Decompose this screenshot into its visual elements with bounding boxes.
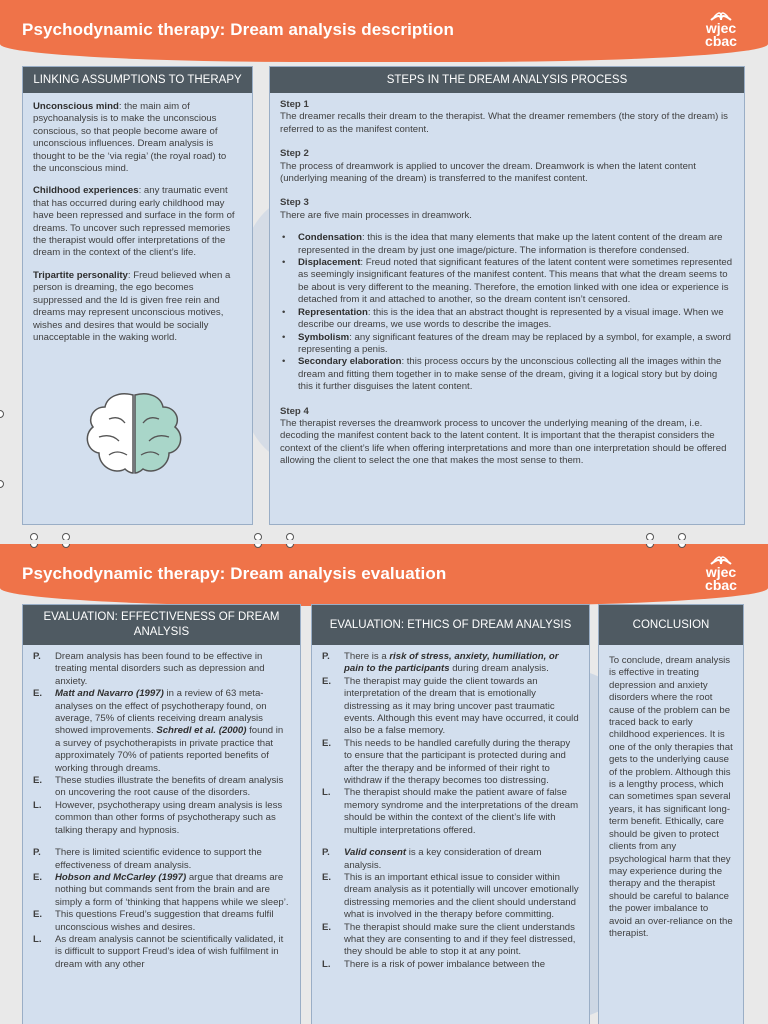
text: : the main aim of psychoanalysis is to make the unconscious conscious, so that people become aware of unconscious influences. Dream analysis is thought to be the ‘via regia’ (the royal road) to the unconscious mind.: [33, 101, 227, 175]
unconscious-mind-paragraph: [33, 101, 242, 175]
item-text: found in a survey of psychotherapists in private practice that approximately 70% of patients reported benefits of working through dreams.: [55, 725, 284, 774]
item-text: This needs to be handled carefully during the therapy to ensure that the participant is protected during and after the therapy and be informed of their right to withdraw if the therapy becomes too distressing.: [344, 737, 571, 787]
panel-header: STEPS IN THE DREAM ANALYSIS PROCESS: [270, 67, 744, 93]
list-item: [322, 872, 579, 922]
evaluation-sheet: [0, 544, 768, 1024]
text: : any significant features of the dream may be replaced by a symbol, for example, a sword representing a penis.: [298, 331, 731, 355]
dream-analysis-steps-panel: [269, 66, 745, 525]
pel-key: P.: [322, 847, 330, 859]
item-text: There is a: [344, 651, 390, 662]
term: Tripartite personality: [33, 269, 128, 281]
citation: Schredl et al. (2000): [156, 725, 247, 737]
text: : Freud believed when a person is dreaming, the ego becomes suppressed and the Id is given free rein and dreams may represent unconscious motives, wishes and desires that would be socially unacceptable in the waking world.: [33, 269, 231, 343]
ethics-panel: [311, 604, 590, 1024]
term: Symbolism: [298, 331, 350, 343]
item-text: There is a risk of power imbalance between the: [344, 958, 546, 970]
ethics-list: [312, 645, 589, 977]
list-item: [33, 934, 290, 971]
step-3-text: There are five main processes in dreamwork.: [280, 209, 472, 221]
item-text: This questions Freud’s suggestion that dreams fulfil unconscious wishes and desires.: [55, 909, 274, 933]
term: Childhood experiences: [33, 185, 139, 197]
item-text: in a review of 63 meta-analyses on the effect of psychotherapy found, on average, 75% of clients receiving dream analysis showed improvements.: [55, 688, 267, 737]
pel-key: E.: [322, 675, 332, 687]
list-item: [33, 651, 290, 688]
panel-header: EVALUATION: EFFECTIVENESS OF DREAM ANALYSIS: [23, 605, 300, 645]
list-item: [33, 872, 290, 909]
logo-text-bottom: cbac: [705, 577, 737, 593]
list-item: [322, 676, 579, 738]
panel-header: CONCLUSION: [599, 605, 743, 645]
list-item: [298, 232, 734, 257]
item-text: The therapist should make sure the client understands what they are consenting to and if they feel distressed, they should be able to stop it at any point.: [344, 921, 576, 958]
item-text: is a key consideration of dream analysis.: [344, 847, 542, 871]
tripartite-personality-paragraph: [33, 270, 242, 344]
emphasis: risk of stress, anxiety, humiliation, or pain to the participants: [344, 651, 559, 675]
logo-text-top: wjec: [705, 564, 737, 580]
pel-key: E.: [33, 871, 43, 883]
list-item: [33, 775, 290, 800]
term: Condensation: [298, 232, 362, 244]
childhood-experiences-paragraph: [33, 185, 242, 259]
page-title: Psychodynamic therapy: Dream analysis evaluation: [22, 564, 447, 583]
pel-key: E.: [33, 775, 43, 787]
item-text: There is limited scientific evidence to support the effectiveness of dream analysis.: [55, 847, 262, 871]
list-item: [33, 688, 290, 775]
conclusion-panel: [598, 604, 744, 1024]
text: : this process occurs by the unconscious collecting all the images within the dream and fitting them together in to make sense of the dream, giving it a logical story but by doing this it further disguises the latent content.: [298, 356, 722, 393]
list-item: [322, 959, 579, 971]
step-2-text: The process of dreamwork is applied to uncover the dream. Dreamwork is when the latent content (underlying meaning of the dream) is transferred to the manifest content.: [280, 160, 696, 185]
punch-hole: [0, 410, 4, 418]
citation: Hobson and McCarley (1997): [55, 871, 187, 883]
pel-key: P.: [322, 651, 330, 662]
citation: Matt and Navarro (1997): [55, 688, 164, 700]
item-text: during dream analysis.: [449, 663, 549, 675]
step-1-text: The dreamer recalls their dream to the therapist. What the dreamer remembers (the story of the dream) is referred to as the manifest content.: [280, 111, 728, 135]
list-item: [322, 847, 579, 872]
item-text: This is an important ethical issue to consider within dream analysis as it potentially will uncover emotionally distressing memories and the client should understand what is involved in the therapy before committing.: [344, 871, 579, 921]
pel-key: E.: [322, 871, 332, 883]
punch-hole: [678, 533, 686, 540]
title-banner: [0, 0, 768, 62]
item-text: argue that dreams are nothing but commands sent from the brain and are simply a form of ‘thinking that happens while we sleep’.: [55, 871, 289, 908]
list-item: [33, 909, 290, 934]
term: Representation: [298, 306, 368, 318]
term: Secondary elaboration: [298, 356, 402, 368]
list-item: [298, 356, 734, 393]
pel-key: E.: [33, 688, 43, 700]
panel-header: LINKING ASSUMPTIONS TO THERAPY: [23, 67, 252, 93]
punch-hole: [254, 533, 262, 540]
punch-hole: [646, 533, 654, 540]
logo-text-top: wjec: [705, 20, 737, 36]
pel-key: L.: [322, 958, 331, 970]
list-item: [298, 257, 734, 307]
dreamwork-process-list: [298, 232, 734, 393]
text: : this is the idea that many elements that make up the latent content of the dream are represented in the dream by just one image/picture. The information is therefore condensed.: [298, 232, 723, 256]
item-text: However, psychotherapy using dream analysis is less common than other forms of psychotherapy such as talking therapy and hypnosis.: [55, 799, 283, 836]
punch-hole: [0, 480, 4, 488]
wjec-logo: [698, 552, 744, 598]
list-item: [33, 847, 290, 872]
pel-key: L.: [322, 787, 331, 799]
item-text: The therapist may guide the client towards an interpretation of the dream that is emotionally distressing as it may bring uncover past traumatic events. Although this event may have occurred, it could also be a false memory.: [344, 675, 579, 737]
step-1-label: Step 1: [280, 99, 309, 110]
step-4-label: Step 4: [280, 405, 309, 417]
pel-key: E.: [322, 921, 332, 933]
pel-key: E.: [322, 737, 332, 749]
text: : any traumatic event that has occurred during early childhood may have been repressed and surface in the form of dreams. To uncover such repressed memories the therapist would offer interpretations of the dream in the context of the client’s life.: [33, 185, 235, 259]
pel-key: P.: [33, 847, 41, 859]
logo-text-bottom: cbac: [705, 33, 737, 49]
item-text: These studies illustrate the benefits of dream analysis on uncovering the root cause of the disorders.: [55, 775, 284, 799]
pel-key: P.: [33, 651, 41, 662]
title-banner: [0, 544, 768, 606]
brain-icon: [79, 389, 189, 477]
list-item: [33, 800, 290, 837]
term: Unconscious mind: [33, 101, 119, 112]
pel-key: L.: [33, 933, 42, 945]
emphasis: Valid consent: [344, 847, 407, 859]
list-item: [322, 922, 579, 959]
punch-hole: [62, 533, 70, 540]
text: : this is the idea that an abstract thought is represented by a visual image. When we describe our dreams, we use words to describe the images.: [298, 306, 724, 331]
term: Displacement: [298, 257, 361, 269]
conclusion-text: To conclude, dream analysis is effective in treating depression and anxiety disorders where the root cause of the problem can be traced back to early childhood experiences. It is one of the only therapies that gets to the underlying cause of the problem. Although this is a lengthy process, which can sometimes span several years, it has significant long-term benefit. Ethically, care should be given to protect clients from any psychological harm that they may experience during the therapy and the therapist should be careful to balance the power imbalance to avoid an over-reliance on the therapist.: [609, 655, 733, 939]
pel-key: L.: [33, 799, 42, 811]
item-text: Dream analysis has been found to be effective in treating mental disorders such as depression and anxiety.: [55, 651, 265, 687]
step-3-label: Step 3: [280, 197, 309, 209]
step-2-label: Step 2: [280, 148, 309, 160]
text: : Freud noted that significant features of the latent content were sometimes represented as seemingly insignificant features of the manifest content. This means that what the dream seems to be about is very different to the meaning. Therefore, the emotion linked with one idea or experience is detached from it and attached to another, so the dream content isn’t censored.: [298, 257, 733, 306]
panel-header: EVALUATION: ETHICS OF DREAM ANALYSIS: [312, 605, 589, 645]
item-text: As dream analysis cannot be scientifically validated, it is difficult to support Freud’s idea of wish fulfilment in dream with any other: [55, 933, 284, 970]
pel-key: E.: [33, 909, 43, 921]
punch-hole: [30, 533, 38, 540]
list-item: [298, 307, 734, 332]
effectiveness-panel: [22, 604, 301, 1024]
item-text: The therapist should make the patient aware of false memory syndrome and the interpretations of the dream should be within the context of the client’s life with multiple interpretations offered.: [344, 787, 579, 836]
punch-hole: [286, 533, 294, 540]
linking-assumptions-panel: [22, 66, 253, 525]
list-item: [322, 787, 579, 837]
step-4-text: The therapist reverses the dreamwork process to uncover the underlying meaning of the dream, i.e. decoding the manifest content back to the latent content. It is important that the therapist considers the context of the client’s life when offering interpretations and more than one interpretation should be offered allowing the client to select the one that makes the most sense to them.: [280, 417, 727, 467]
effectiveness-list: [23, 645, 300, 977]
list-item: [322, 738, 579, 788]
list-item: [322, 651, 579, 676]
wjec-logo: [698, 8, 744, 54]
list-item: [298, 332, 734, 357]
page-title: Psychodynamic therapy: Dream analysis description: [22, 20, 454, 39]
